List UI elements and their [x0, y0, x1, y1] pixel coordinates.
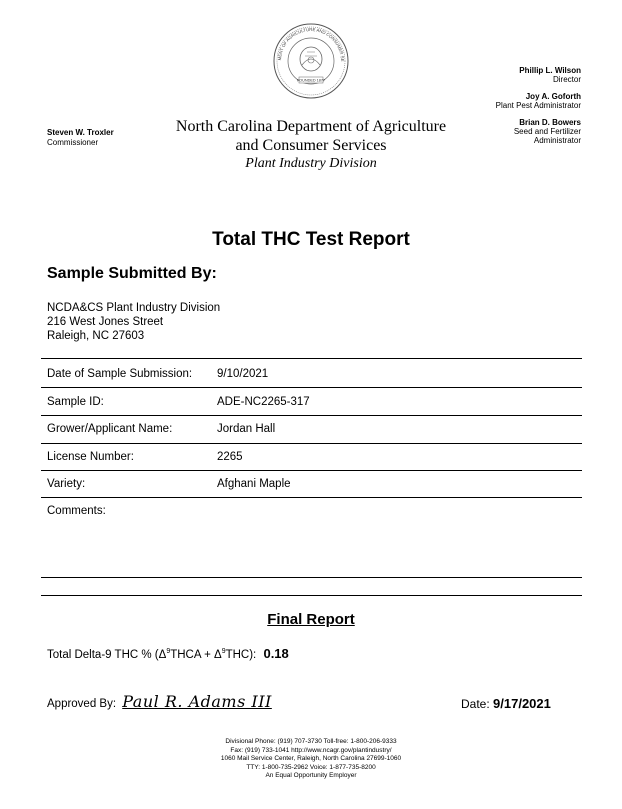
address-line: Raleigh, NC 27603	[47, 330, 145, 342]
submitter-address	[47, 301, 220, 343]
official-title: Seed and Fertilizer	[513, 127, 581, 136]
approved-by-label: Approved By:	[47, 698, 117, 710]
field-label-variety: Variety:	[47, 478, 86, 490]
thc-sup-1: 9	[166, 648, 171, 656]
table-top-rule	[41, 358, 582, 359]
officials-list	[496, 66, 581, 153]
department-line-2: and Consumer Services	[235, 137, 387, 154]
official-title: Plant Pest Administrator	[495, 101, 581, 110]
footer-line: An Equal Opportunity Employer	[265, 772, 357, 779]
final-report-title: Final Report	[267, 611, 355, 628]
date-value: 9/17/2021	[493, 696, 551, 711]
department-heading	[140, 117, 482, 173]
commissioner-name: Steven W. Troxler	[47, 128, 114, 137]
row-divider	[41, 415, 582, 416]
footer-line: TTY: 1-800-735-2962 Voice: 1-877-735-8200	[246, 763, 376, 771]
row-divider	[41, 470, 582, 471]
official-name: Joy A. Goforth	[525, 92, 581, 101]
field-value-submission-date: 9/10/2021	[217, 368, 269, 380]
official-entry	[496, 118, 581, 145]
report-title: Total THC Test Report	[212, 229, 410, 250]
approval-line	[47, 692, 272, 711]
thc-label-suffix: THC):	[225, 649, 257, 661]
thc-value: 0.18	[263, 646, 289, 661]
report-date	[461, 696, 551, 711]
table-bottom-rule	[41, 577, 582, 578]
final-section-rule	[41, 595, 582, 596]
field-value-sample-id: ADE-NC2265-317	[217, 396, 310, 408]
address-line: NCDA&CS Plant Industry Division	[47, 302, 221, 314]
seal-founded-text: FOUNDED 1877	[296, 78, 326, 83]
department-line-1: North Carolina Department of Agriculture	[175, 118, 447, 135]
thc-result-line	[47, 646, 289, 661]
field-label-comments: Comments:	[47, 505, 106, 517]
official-title-line-2: Administrator	[533, 136, 581, 145]
field-value-license-number: 2265	[217, 451, 243, 463]
approver-signature: Paul R. Adams III	[122, 692, 272, 711]
row-divider	[41, 497, 582, 498]
thc-label-prefix: Total Delta-9 THC % (Δ	[47, 649, 167, 661]
thc-sup-2: 9	[221, 648, 226, 656]
footer-line: Fax: (919) 733-1041 http://www.ncagr.gov/plantindustry/	[230, 746, 392, 754]
seal-outer-text: MENT OF AGRICULTURE AND CONSUMER SE	[276, 26, 346, 62]
footer-contact	[0, 738, 622, 781]
field-label-grower-name: Grower/Applicant Name:	[47, 423, 173, 435]
field-label-submission-date: Date of Sample Submission:	[47, 368, 193, 380]
official-entry	[496, 92, 581, 110]
thc-label-mid: THCA + Δ	[170, 649, 222, 661]
field-label-sample-id: Sample ID:	[47, 396, 104, 408]
date-label: Date:	[461, 697, 490, 711]
official-name: Phillip L. Wilson	[519, 66, 581, 75]
commissioner-block	[47, 128, 114, 148]
official-entry	[496, 66, 581, 84]
field-value-variety: Afghani Maple	[217, 478, 291, 490]
field-value-grower-name: Jordan Hall	[217, 423, 276, 435]
commissioner-title: Commissioner	[47, 138, 99, 147]
official-title: Director	[552, 75, 581, 84]
field-label-license-number: License Number:	[47, 451, 134, 463]
division-name: Plant Industry Division	[245, 156, 377, 171]
footer-line: 1060 Mail Service Center, Raleigh, North Carolina 27699-1060	[220, 755, 402, 762]
submitted-by-heading: Sample Submitted By:	[47, 265, 217, 282]
seal-emblem-icon	[300, 47, 322, 71]
row-divider	[41, 387, 582, 388]
row-divider	[41, 443, 582, 444]
official-name: Brian D. Bowers	[519, 118, 581, 127]
address-line: 216 West Jones Street	[47, 316, 164, 328]
department-seal	[272, 22, 350, 100]
footer-line: Divisional Phone: (919) 707-3730 Toll-free: 1-800-206-9333	[225, 738, 397, 745]
